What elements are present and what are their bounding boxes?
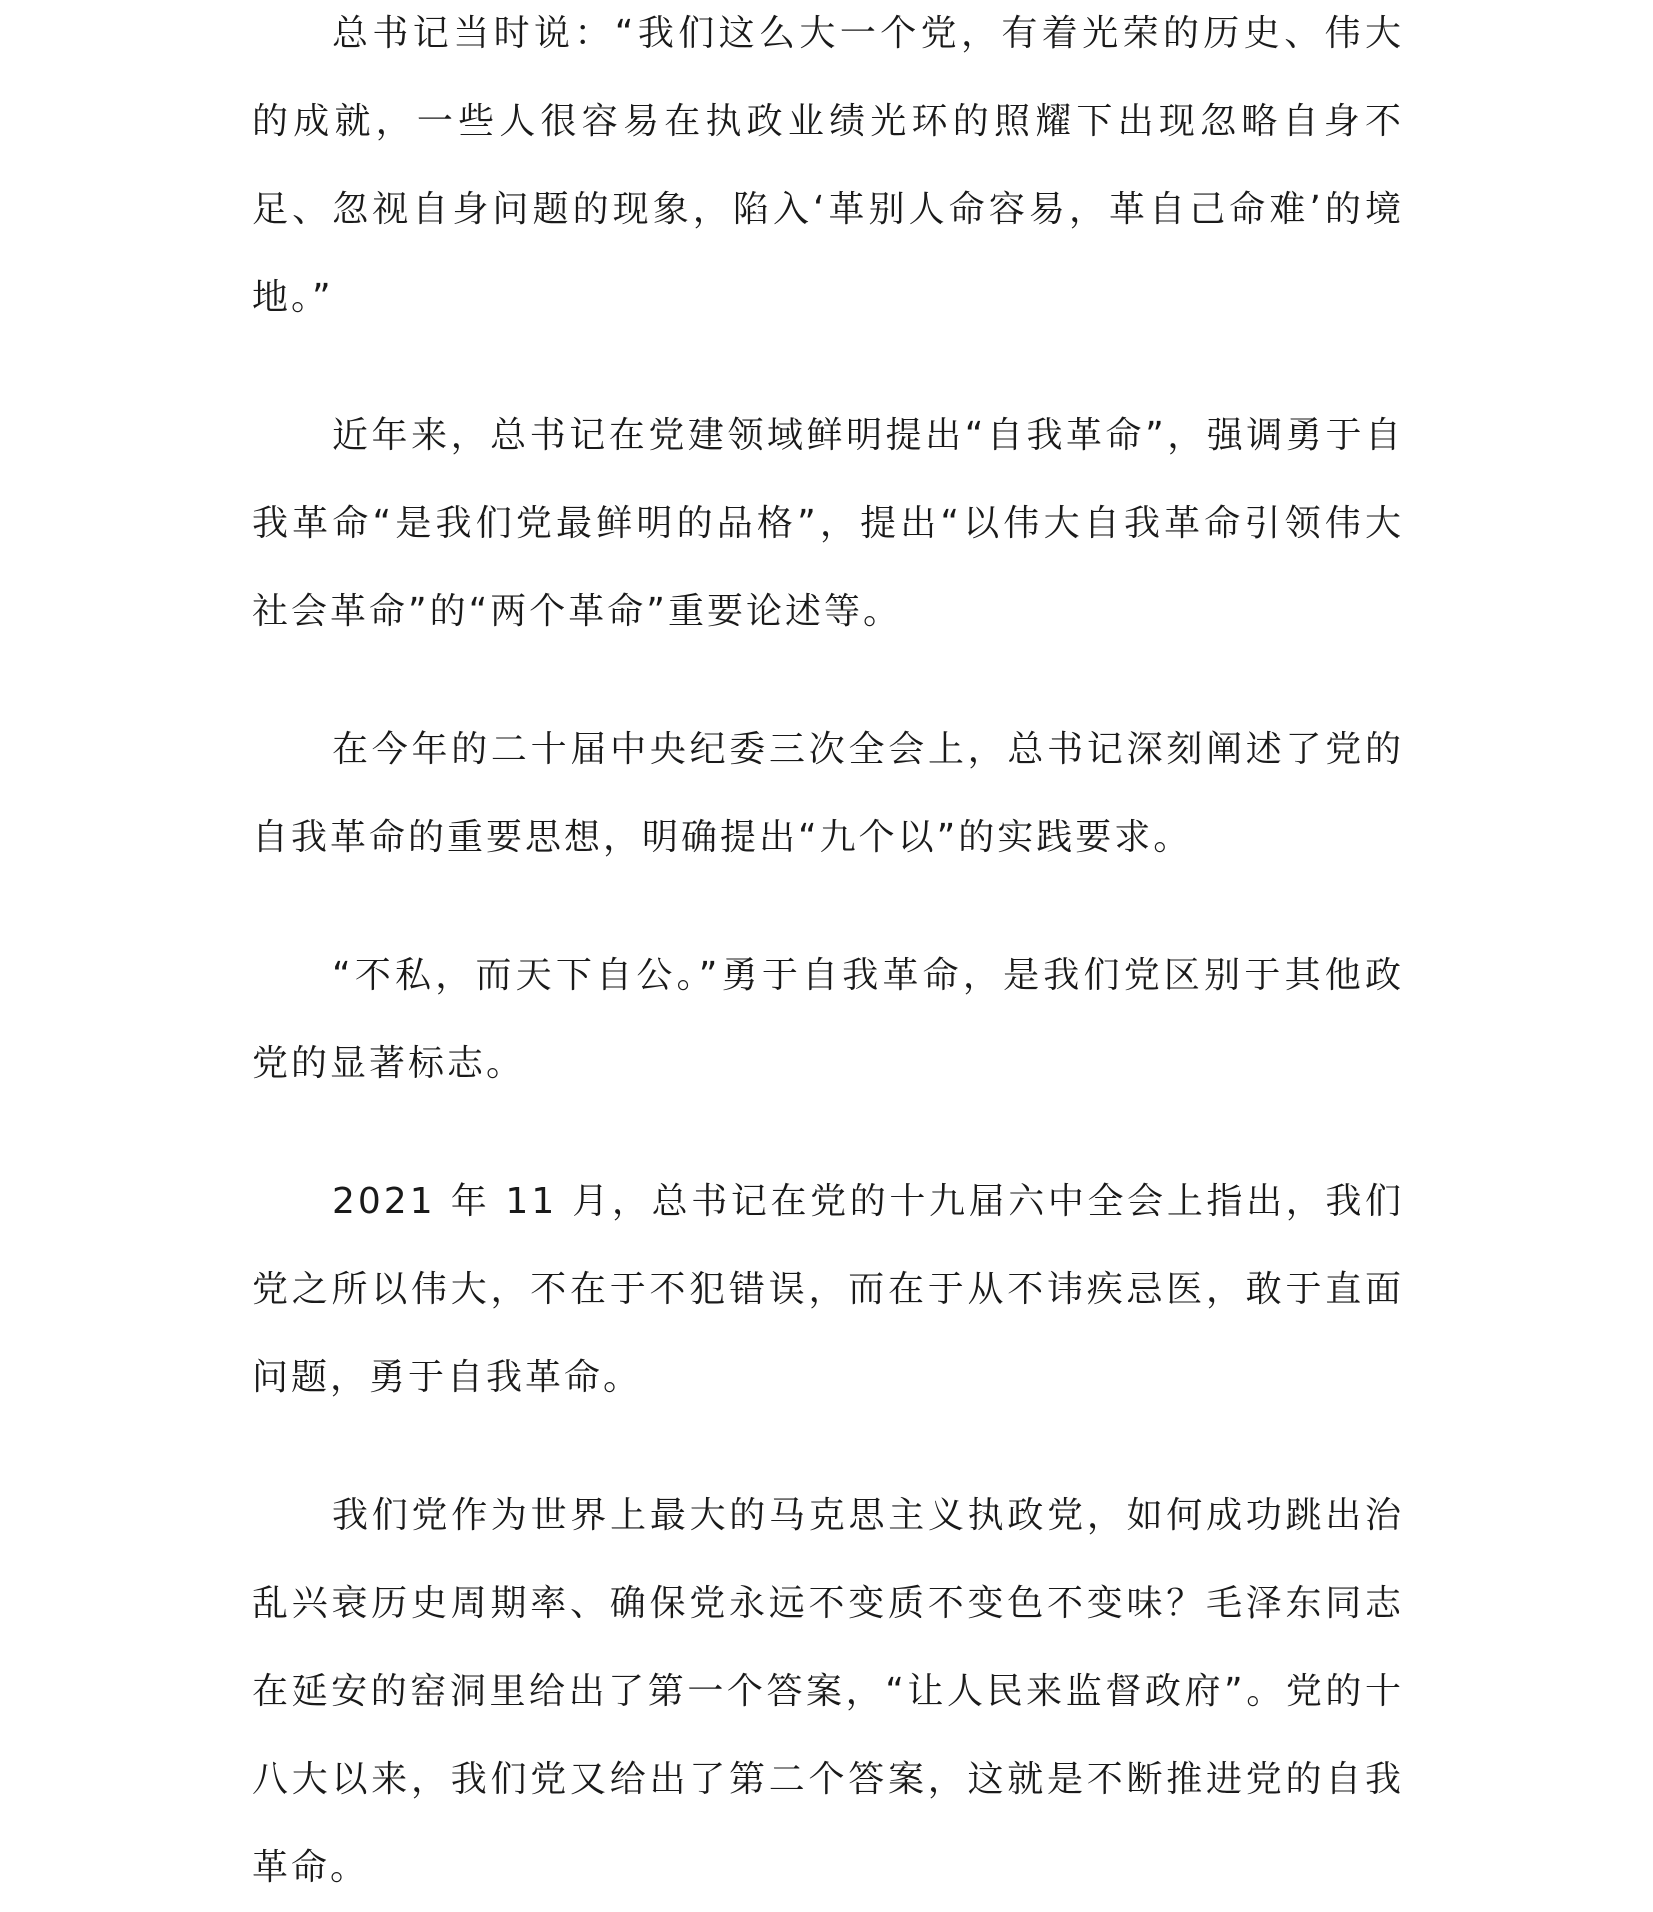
document-body bbox=[252, 0, 1404, 1912]
paragraph-gap bbox=[252, 882, 1404, 932]
paragraph-gap bbox=[252, 1108, 1404, 1158]
paragraph-gap bbox=[252, 1422, 1404, 1472]
paragraph-5: 2021 年 11 月，总书记在党的十九届六中全会上指出，我们党之所以伟大，不在于不犯错误，而在于从不讳疾忌医，敢于直面问题，勇于自我革命。 bbox=[252, 1181, 1404, 1398]
paragraph-3: 在今年的二十届中央纪委三次全会上，总书记深刻阐述了党的自我革命的重要思想，明确提出“九个以”的实践要求。 bbox=[252, 729, 1404, 858]
paragraph-gap bbox=[252, 342, 1404, 392]
paragraph-6: 我们党作为世界上最大的马克思主义执政党，如何成功跳出治乱兴衰历史周期率、确保党永远不变质不变色不变味？毛泽东同志在延安的窑洞里给出了第一个答案，“让人民来监督政府”。党的十八大以来，我们党又给出了第二个答案，这就是不断推进党的自我革命。 bbox=[252, 1495, 1404, 1888]
paragraph-4: “不私，而天下自公。”勇于自我革命，是我们党区别于其他政党的显著标志。 bbox=[252, 955, 1404, 1084]
paragraph-gap bbox=[252, 656, 1404, 706]
paragraph-2: 近年来，总书记在党建领域鲜明提出“自我革命”，强调勇于自我革命“是我们党最鲜明的品格”，提出“以伟大自我革命引领伟大社会革命”的“两个革命”重要论述等。 bbox=[252, 415, 1404, 632]
paragraph-1: 总书记当时说：“我们这么大一个党，有着光荣的历史、伟大的成就，一些人很容易在执政业绩光环的照耀下出现忽略自身不足、忽视自身问题的现象，陷入‘革别人命容易，革自己命难’的境地。” bbox=[252, 13, 1404, 318]
